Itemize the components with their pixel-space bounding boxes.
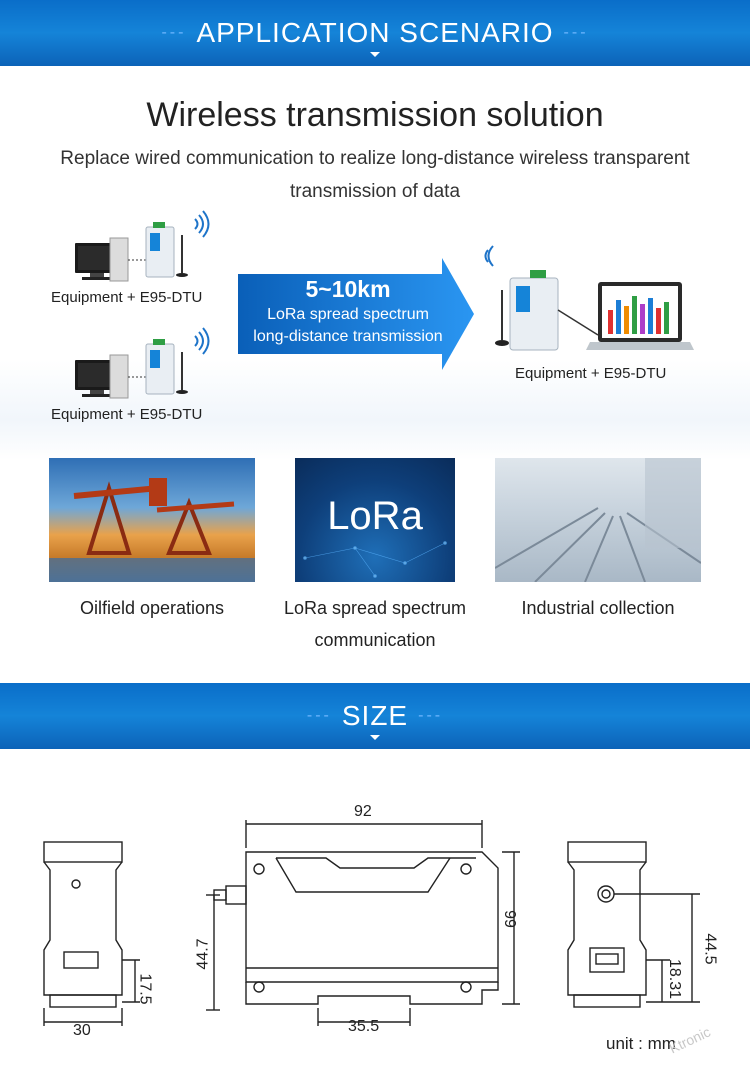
arrow-range: 5~10km — [305, 276, 391, 302]
page-headline: Wireless transmission solution — [146, 96, 604, 134]
banner-caret-icon — [370, 735, 380, 740]
dim-right-h2: 18.31 — [666, 958, 684, 1000]
banner-dash-left: --- — [306, 707, 332, 724]
banner-caret-icon — [370, 52, 380, 57]
section-banner-application — [0, 0, 750, 66]
dim-height-left: 44.7 — [194, 938, 212, 970]
left-bottom-equipment-illustration — [70, 322, 215, 402]
caption-industrial: Industrial collection — [521, 598, 675, 618]
device-label-left-top: Equipment + E95-DTU — [51, 289, 203, 306]
industrial-photo — [495, 458, 701, 582]
caption-oilfield: Oilfield operations — [79, 598, 225, 618]
device-label-right: Equipment + E95-DTU — [515, 365, 667, 382]
banner-dash-left: --- — [161, 24, 187, 41]
arrow-line2: long-distance transmission — [253, 328, 443, 345]
watermark-logo: Ktronic — [666, 1023, 713, 1057]
dim-right-h1: 44.5 — [701, 933, 719, 965]
lora-tile — [295, 458, 455, 582]
caption-lora: LoRa spread spectrum communication — [283, 598, 467, 650]
arrow-line1: LoRa spread spectrum — [267, 306, 429, 323]
unit-label: unit : mm — [606, 1034, 676, 1053]
section-banner-size — [0, 683, 750, 749]
dim-side-width: 30 — [73, 1022, 91, 1039]
page-subtitle: Replace wired communication to realize long-distance wireless transparent transmission of data — [60, 148, 690, 202]
device-label-left-bottom: Equipment + E95-DTU — [51, 406, 203, 423]
oil-pump-silhouette-icon — [49, 458, 255, 582]
section-title: SIZE — [341, 700, 409, 731]
right-equipment-illustration — [480, 240, 695, 360]
section-title: APPLICATION SCENARIO — [196, 17, 554, 48]
dim-rail: 35.5 — [348, 1018, 380, 1035]
dim-side-h: 17.5 — [136, 973, 154, 1005]
dim-height-front: 99 — [500, 910, 518, 928]
oilfield-photo — [49, 458, 255, 582]
banner-dash-right: --- — [418, 707, 444, 724]
left-top-equipment-illustration — [70, 205, 215, 285]
banner-dash-right: --- — [563, 24, 589, 41]
dimension-drawings — [0, 790, 750, 1050]
production-line-icon — [495, 458, 701, 582]
dim-width-front: 92 — [354, 803, 372, 820]
lora-tile-text: LoRa — [327, 494, 423, 538]
